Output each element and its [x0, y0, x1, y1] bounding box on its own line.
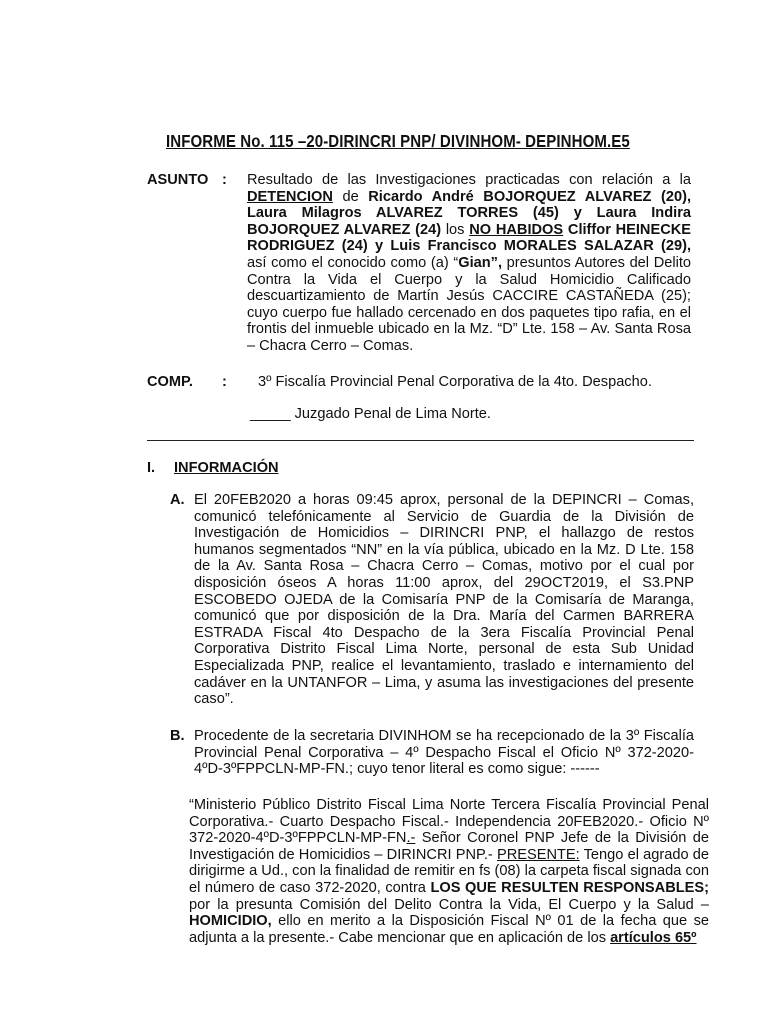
- quote-part-4: por la presunta Comisión del Delito Contra la Vida, El Cuerpo y la Salud –: [189, 896, 709, 913]
- quote-articulos: artículos 65º: [610, 929, 697, 946]
- quoted-oficio-text: [189, 797, 709, 946]
- comp-line-2: _____ Juzgado Penal de Lima Norte.: [250, 406, 491, 422]
- comp-colon: :: [222, 374, 227, 390]
- asunto-no-habidos: NO HABIDOS: [469, 221, 564, 238]
- item-b-text: Procedente de la secretaria DIVINHOM se ha recepcionado de la 3º Fiscalía Provincial Penal Corporativa – 4º Despacho Fiscal el Oficio Nº 372-2020-4ºD-3ºFPPCLN-MP-FN.; cuyo tenor literal es como sigue: ------: [194, 728, 694, 778]
- asunto-colon: :: [222, 172, 227, 188]
- asunto-label: ASUNTO: [147, 172, 209, 188]
- item-a-text: El 20FEB2020 a horas 09:45 aprox, personal de la DEPINCRI – Comas, comunicó telefónicamente al Servicio de Guardia de la División de Investigación de Homicidios – DIRINCRI PNP, el hallazgo de restos humanos segmentados “NN” en la vía pública, ubicado en la Mz. D Lte. 158 de la Av. Santa Rosa – Chacra Cerro – Comas, motivo por el cual por disposición óseos A horas 11:00 aprox, del 29OCT2019, el S3.PNP ESCOBEDO OJEDA de la Comisaría PNP de la Comisaría de Maranga, comunicó que por disposición de la Dra. María del Carmen BARRERA ESTRADA Fiscal 4to Despacho de la 3era Fiscalía Provincial Penal Corporativa Distrito Fiscal Lima Norte, personal de esta Sub Unidad Especializada PNP, realice el levantamiento, traslado e internamiento del cadáver en la UNTANFOR – Lima, y asuma las investigaciones del presente caso”.: [194, 492, 694, 708]
- asunto-names-2: Cliffor HEINECKE RODRIGUEZ (24) y Luis Francisco MORALES SALAZAR (29),: [247, 221, 692, 255]
- horizontal-divider: [147, 440, 694, 441]
- asunto-p2: de: [332, 188, 369, 205]
- asunto-p5: así como el conocido como (a) “: [247, 254, 459, 271]
- item-b-letter: B.: [170, 728, 185, 744]
- document-title: INFORME No. 115 –20-DIRINCRI PNP/ DIVINHOM- DEPINHOM.E5: [166, 131, 630, 151]
- quote-dash: .-: [406, 830, 416, 847]
- asunto-p6: presuntos Autores del Delito Contra la Vida el Cuerpo y la Salud Homicidio Calificado descuartizamiento de Martín Jesús CACCIRE CASTAÑEDA (25); cuyo cuerpo fue hallado cercenado en dos paquetes tipo rafia, en el frontis del inmueble ubicado en la Mz. “D” Lte. 158 – Av. Santa Rosa – Chacra Cerro – Comas.: [247, 254, 692, 354]
- quote-part-5: ello en merito a la Disposición Fiscal Nº 01 de la fecha que se adjunta a la presente.- Cabe mencionar que en aplicación de los: [189, 913, 709, 946]
- quote-presente: PRESENTE:: [496, 846, 580, 863]
- section-number: I.: [147, 460, 156, 476]
- section-title: INFORMACIÓN: [174, 460, 279, 476]
- item-a-letter: A.: [170, 492, 185, 508]
- asunto-gian: Gian”,: [458, 254, 503, 271]
- asunto-names-1: Ricardo André BOJORQUEZ ALVAREZ (20), Laura Milagros ALVAREZ TORRES (45) y Laura Indira BOJORQUEZ ALVAREZ (24): [247, 188, 692, 238]
- asunto-p1: Resultado de las Investigaciones practicadas con relación a la: [247, 172, 691, 188]
- asunto-text: [247, 172, 691, 355]
- quote-responsables: LOS QUE RESULTEN RESPONSABLES;: [430, 879, 709, 896]
- quote-part-2: Señor Coronel PNP Jefe de la División de Investigación de Homicidios – DIRINCRI PNP.-: [189, 830, 709, 863]
- asunto-p3: los: [441, 221, 470, 238]
- comp-line-1: 3º Fiscalía Provincial Penal Corporativa de la 4to. Despacho.: [258, 374, 652, 390]
- comp-label: COMP.: [147, 374, 193, 390]
- quote-homicidio: HOMICIDIO,: [189, 913, 272, 930]
- quote-part-3: Tengo el agrado de dirigirme a Ud., con la finalidad de remitir en fs (08) la carpeta fiscal signada con el número de caso 372-2020, contra: [189, 846, 709, 896]
- quote-part-1: “Ministerio Público Distrito Fiscal Lima Norte Tercera Fiscalía Provincial Penal Corporativa.- Cuarto Despacho Fiscal.- Independencia 20FEB2020.- Oficio Nº 372-2020-4ºD-3ºFPPCLN-MP-FN: [189, 797, 709, 847]
- asunto-detencion: DETENCION: [247, 188, 333, 205]
